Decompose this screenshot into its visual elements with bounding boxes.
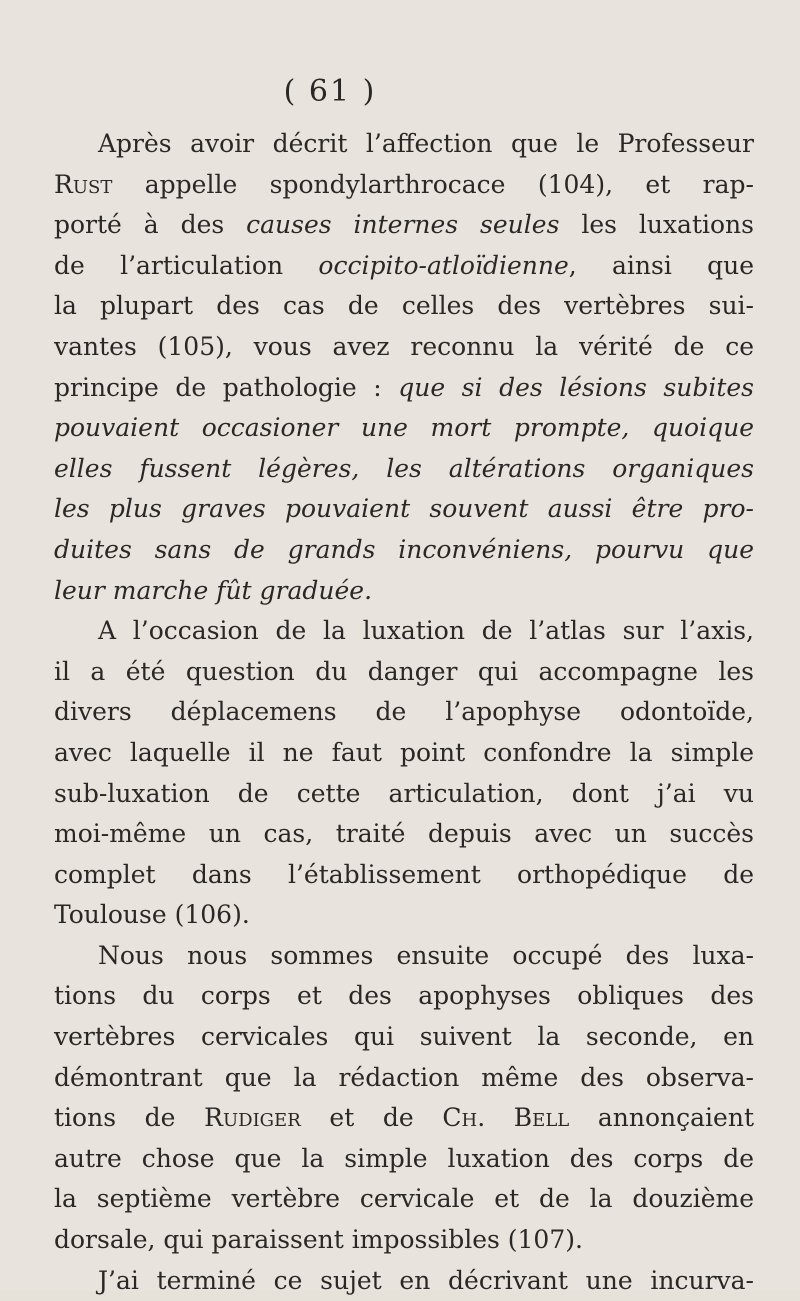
text-line: porté à des causes internes seules les luxations <box>54 210 754 240</box>
text-line: démontrant que la rédaction même des observa- <box>54 1062 754 1092</box>
text-line: tions du corps et des apophyses obliques des <box>54 981 754 1011</box>
text-line: principe de pathologie : que si des lésions subites <box>54 372 754 402</box>
text-line: les plus graves pouvaient souvent aussi être pro- <box>54 494 754 524</box>
text-line: J’ai terminé ce sujet en décrivant une incurva- <box>98 1265 754 1295</box>
text-line: A l’occasion de la luxation de l’atlas sur l’axis, <box>98 616 754 646</box>
text-line: avec laquelle il ne faut point confondre la simple <box>54 737 754 767</box>
text-line: Après avoir décrit l’affection que le Professeur <box>98 129 754 158</box>
text-line: moi-même un cas, traité depuis avec un succès <box>54 819 754 849</box>
body-text <box>54 124 754 1301</box>
page-number: ( 61 ) <box>283 74 377 109</box>
text-line: Nous nous sommes ensuite occupé des luxa- <box>98 940 754 970</box>
text-line: duites sans de grands inconvéniens, pourvu que <box>54 534 754 564</box>
text-line: il a été question du danger qui accompagne les <box>54 656 754 686</box>
text-line: de l’articulation occipito-atloïdienne, ainsi que <box>54 250 754 280</box>
text-line: Toulouse (106). <box>54 900 250 930</box>
text-line: sub-luxation de cette articulation, dont j’ai vu <box>54 778 754 808</box>
text-line: Rust appelle spondylarthrocace (104), et rap- <box>54 169 754 199</box>
text-line: vertèbres cervicales qui suivent la seconde, en <box>54 1022 754 1052</box>
text-line: la plupart des cas de celles des vertèbres sui- <box>54 291 754 321</box>
text-line: complet dans l’établissement orthopédique de <box>54 859 754 889</box>
text-line: divers déplacemens de l’apophyse odontoïde, <box>54 697 754 727</box>
text-line: pouvaient occasioner une mort prompte, quoique <box>54 413 754 443</box>
text-line: autre chose que la simple luxation des corps de <box>54 1143 754 1173</box>
text-line: leur marche fût graduée. <box>54 575 373 605</box>
text-line: tions de Rudiger et de Ch. Bell annonçaient <box>54 1103 754 1133</box>
text-line: vantes (105), vous avez reconnu la vérité de ce <box>54 331 754 361</box>
text-line: elles fussent légères, les altérations organiques <box>54 453 754 483</box>
text-line: dorsale, qui paraissent impossibles (107). <box>54 1225 583 1255</box>
text-line: la septième vertèbre cervicale et de la douzième <box>54 1184 754 1214</box>
